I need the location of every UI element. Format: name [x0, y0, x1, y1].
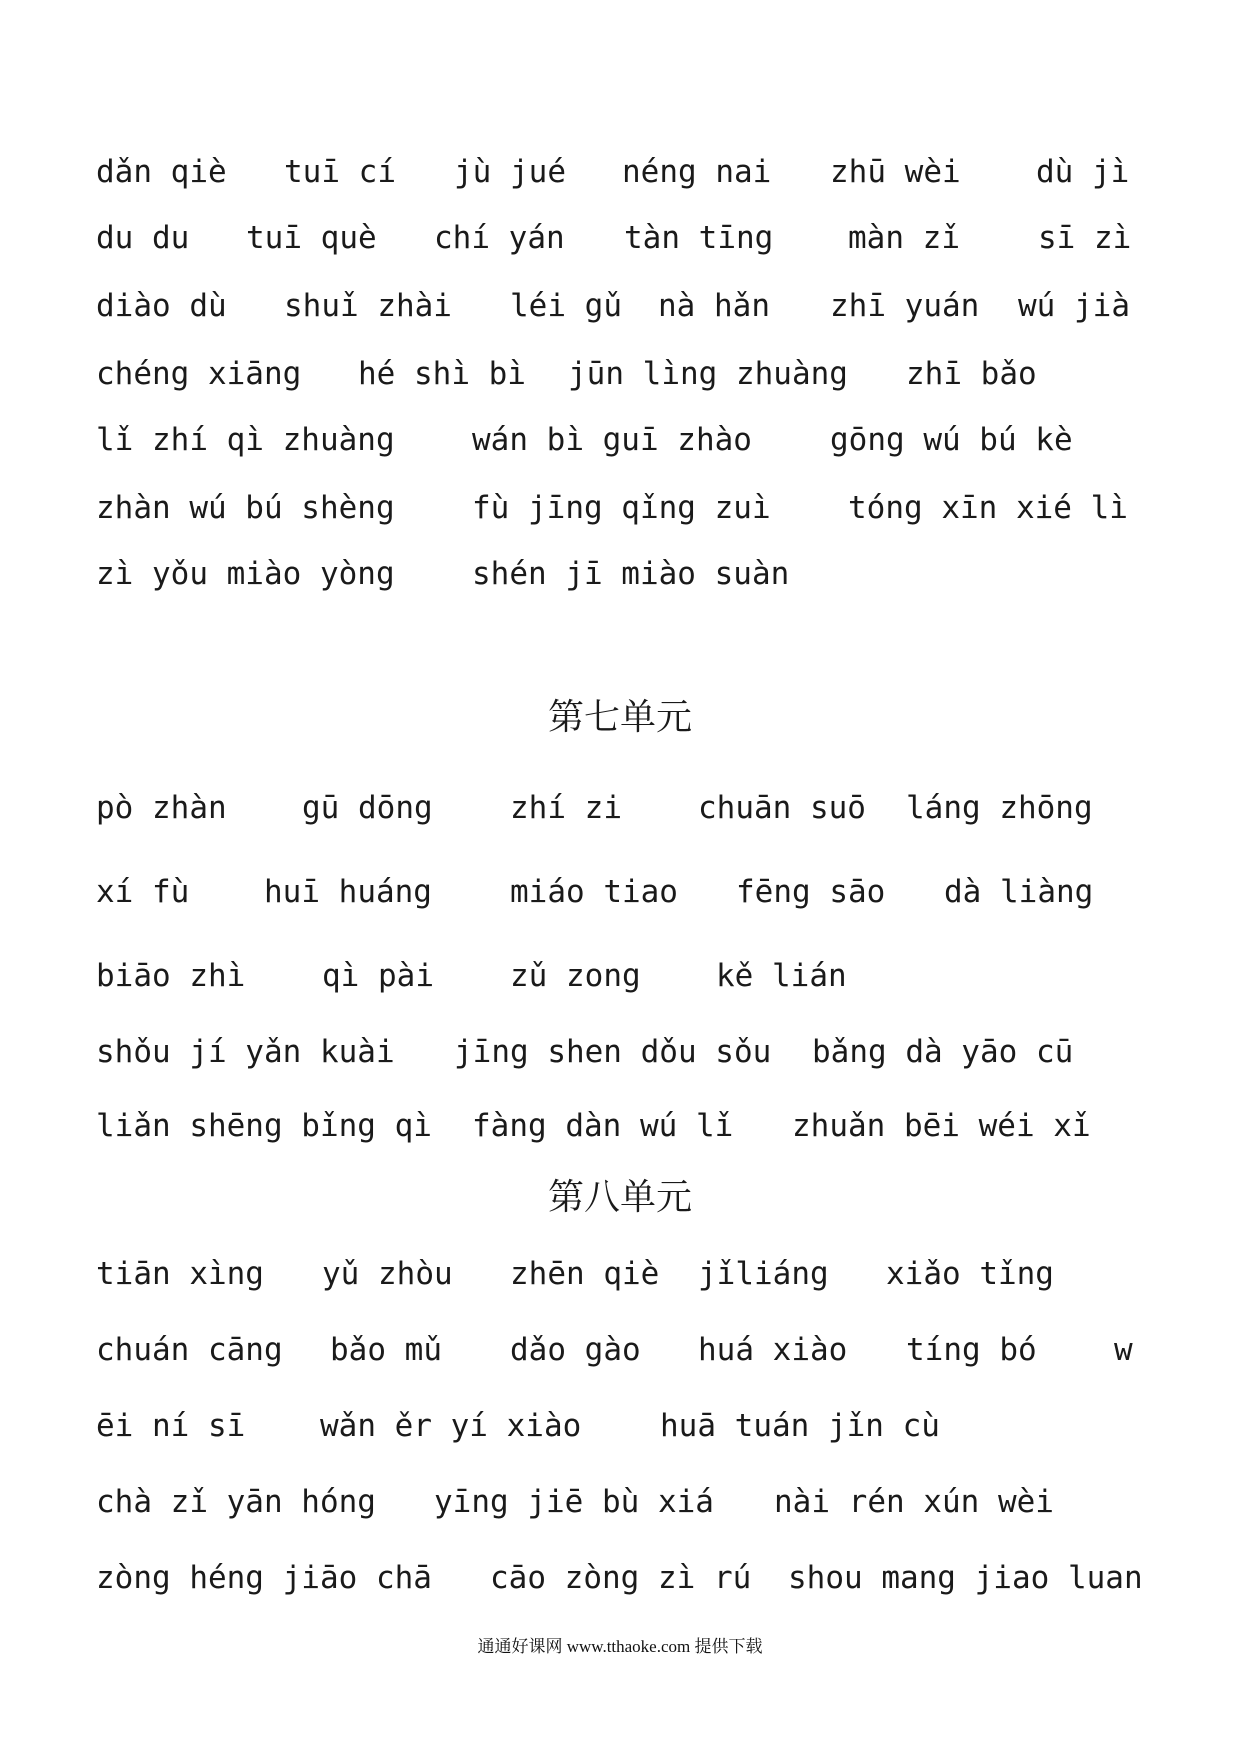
pinyin-term: màn zǐ	[848, 220, 960, 256]
pinyin-term: tóng xīn xié lì	[848, 490, 1128, 526]
pinyin-term: zǔ zong	[510, 958, 641, 994]
pinyin-term: nài rén xún wèi	[774, 1484, 1054, 1520]
pinyin-term: tàn tīng	[624, 220, 774, 256]
pinyin-term: yǔ zhòu	[322, 1256, 453, 1292]
pinyin-term: fàng dàn wú lǐ	[472, 1108, 734, 1144]
pinyin-term: pò zhàn	[96, 790, 227, 826]
pinyin-line	[0, 1558, 1240, 1598]
pinyin-term: yīng jiē bù xiá	[434, 1484, 714, 1520]
pinyin-term: du du	[96, 220, 190, 256]
pinyin-term: jīng shen dǒu sǒu	[454, 1034, 772, 1070]
pinyin-line	[0, 1406, 1240, 1446]
pinyin-term: láng zhōng	[906, 790, 1093, 826]
pinyin-line	[0, 1482, 1240, 1522]
pinyin-term: zhuǎn bēi wéi xǐ	[792, 1108, 1091, 1144]
pinyin-line	[0, 1106, 1240, 1146]
pinyin-term: chí yán	[434, 220, 565, 256]
pinyin-term: wán bì guī zhào	[472, 422, 752, 458]
pinyin-term: dù jì	[1036, 154, 1130, 190]
pinyin-term: dǎn qiè	[96, 154, 227, 190]
pinyin-term: kě lián	[716, 958, 847, 994]
pinyin-line	[0, 872, 1240, 912]
pinyin-line	[0, 956, 1240, 996]
unit-8-title: 第八单元	[547, 1177, 692, 1218]
pinyin-term: lǐ zhí qì zhuàng	[96, 422, 395, 458]
pinyin-term: tíng bó	[906, 1332, 1037, 1368]
pinyin-line	[0, 286, 1240, 326]
pinyin-line	[0, 1254, 1240, 1294]
pinyin-term: qì pài	[322, 958, 434, 994]
pinyin-term: tuī cí	[284, 154, 396, 190]
pinyin-term: dǎo gào	[510, 1332, 641, 1368]
pinyin-term: shǒu jí yǎn kuài	[96, 1034, 395, 1070]
pinyin-term: biāo zhì	[96, 958, 246, 994]
pinyin-term: zì yǒu miào yòng	[96, 556, 395, 592]
unit-7-title: 第七单元	[547, 697, 692, 738]
pinyin-term: zòng héng jiāo chā	[96, 1560, 432, 1596]
pinyin-term: zhī bǎo	[906, 356, 1037, 392]
pinyin-term: wú jià	[1018, 288, 1130, 324]
pinyin-line	[0, 354, 1240, 394]
page-footer: 通通好课网 www.tthaoke.com 提供下载	[477, 1637, 763, 1656]
pinyin-term: cāo zòng zì rú	[490, 1560, 752, 1596]
pinyin-term: huā tuán jǐn cù	[660, 1408, 940, 1444]
pinyin-term: bǎng dà yāo cū	[812, 1034, 1074, 1070]
pinyin-term: chuān suō	[698, 790, 866, 826]
pinyin-term: fù jīng qǐng zuì	[472, 490, 771, 526]
pinyin-term: zhí zi	[510, 790, 622, 826]
pinyin-term: néng nai	[622, 154, 772, 190]
pinyin-term: hé shì bì	[358, 356, 526, 392]
pinyin-term: zhàn wú bú shèng	[96, 490, 395, 526]
pinyin-term: léi gǔ	[510, 288, 622, 324]
pinyin-term: bǎo mǔ	[330, 1332, 442, 1368]
pinyin-term: huī huáng	[264, 874, 432, 910]
pinyin-term: dà liàng	[944, 874, 1094, 910]
pinyin-term: jūn lìng zhuàng	[568, 356, 848, 392]
pinyin-term: sī zì	[1038, 220, 1132, 256]
pinyin-line	[0, 152, 1240, 192]
pinyin-term: nà hǎn	[658, 288, 770, 324]
pinyin-term: tiān xìng	[96, 1256, 264, 1292]
pinyin-term: chà zǐ yān hóng	[96, 1484, 376, 1520]
pinyin-term: ēi ní sī	[96, 1408, 246, 1444]
pinyin-line	[0, 1330, 1240, 1370]
pinyin-line	[0, 788, 1240, 828]
pinyin-line	[0, 1032, 1240, 1072]
pinyin-term: jù jué	[454, 154, 566, 190]
pinyin-term: gū dōng	[302, 790, 433, 826]
pinyin-term: chéng xiāng	[96, 356, 302, 392]
pinyin-term: zhū wèi	[830, 154, 961, 190]
pinyin-term: xiǎo tǐng	[886, 1256, 1054, 1292]
pinyin-term: diào dù	[96, 288, 227, 324]
pinyin-term: liǎn shēng bǐng qì	[96, 1108, 432, 1144]
pinyin-term: w	[1114, 1332, 1133, 1368]
pinyin-term: shou mang jiao luan	[788, 1560, 1143, 1596]
pinyin-term: chuán cāng	[96, 1332, 283, 1368]
pinyin-term: shén jī miào suàn	[472, 556, 790, 592]
pinyin-term: zhēn qiè	[510, 1256, 660, 1292]
pinyin-term: fēng sāo	[736, 874, 886, 910]
pinyin-term: miáo tiao	[510, 874, 678, 910]
pinyin-line	[0, 488, 1240, 528]
pinyin-line	[0, 554, 1240, 594]
pinyin-term: wǎn ěr yí xiào	[320, 1408, 582, 1444]
pinyin-term: gōng wú bú kè	[830, 422, 1073, 458]
pinyin-term: tuī què	[246, 220, 377, 256]
pinyin-line	[0, 218, 1240, 258]
pinyin-term: shuǐ zhài	[284, 288, 452, 324]
pinyin-term: zhī yuán	[830, 288, 980, 324]
pinyin-term: jǐliáng	[698, 1256, 829, 1292]
pinyin-line	[0, 420, 1240, 460]
pinyin-term: xí fù	[96, 874, 190, 910]
pinyin-term: huá xiào	[698, 1332, 848, 1368]
